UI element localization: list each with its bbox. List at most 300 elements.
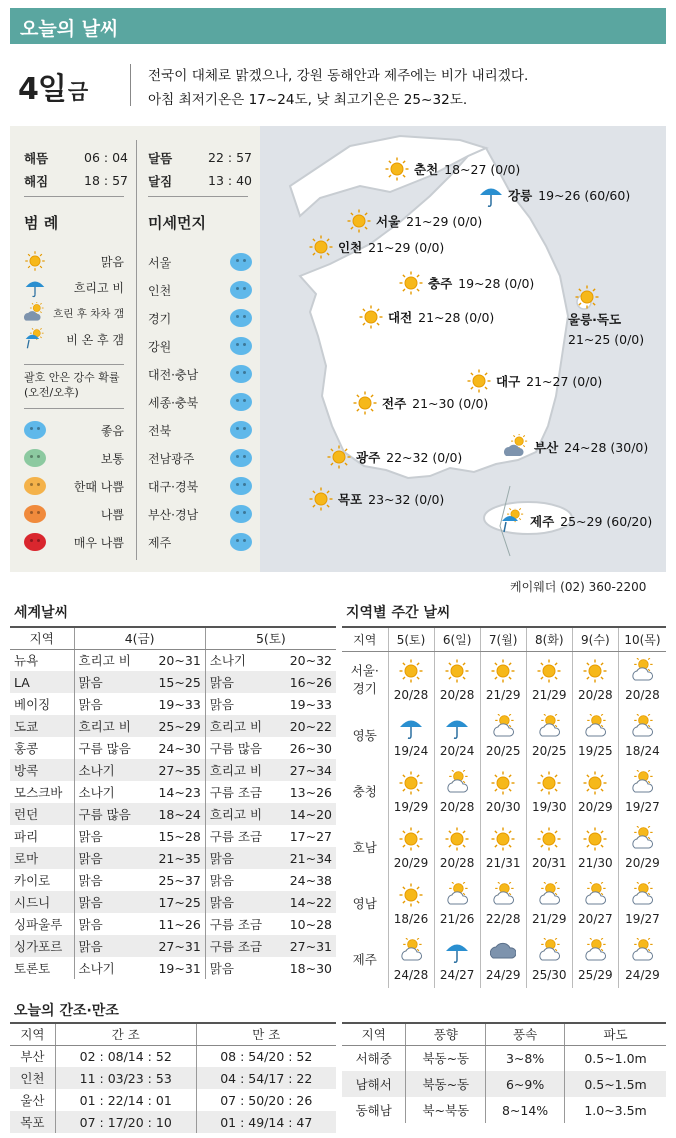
face-icon	[230, 449, 252, 467]
face-icon	[230, 533, 252, 551]
table-row	[10, 1111, 336, 1133]
forecast-cell	[480, 820, 526, 876]
face-icon	[230, 393, 252, 411]
table-cell: 21~35	[146, 847, 206, 869]
legend-item	[24, 248, 124, 274]
table-cell: 14~20	[277, 803, 336, 825]
city-value: 21~30 (0/0)	[412, 395, 489, 411]
map-city	[346, 208, 482, 234]
table-cell: 구름 많음	[74, 803, 146, 825]
region-label: 제주	[352, 951, 377, 967]
table-cell: 0.5~1.5m	[565, 1071, 666, 1097]
table-row	[10, 935, 336, 957]
sunset-time: 18 : 57	[84, 173, 128, 188]
sun-icon	[527, 658, 572, 684]
table-row	[10, 671, 336, 693]
table-cell: 27~34	[277, 759, 336, 781]
dust-row	[148, 444, 252, 472]
table-cell: 맑음	[205, 847, 277, 869]
grade-item	[24, 416, 124, 444]
temp-range: 20/28	[625, 687, 660, 702]
world-table	[10, 626, 336, 979]
forecast-cell	[572, 820, 618, 876]
table-cell: 17~25	[146, 891, 206, 913]
cloudsun-icon	[435, 770, 480, 796]
table-cell: 02 : 08/14 : 52	[55, 1045, 196, 1067]
sun-icon	[352, 390, 378, 416]
cloudsun-icon	[619, 938, 666, 964]
table-cell: 25~37	[158, 872, 201, 888]
umbrella-icon	[24, 276, 46, 298]
sun-icon	[481, 826, 526, 852]
dust-row	[148, 304, 252, 332]
table-cell: 맑음	[74, 935, 146, 957]
table-cell: 남해서	[342, 1071, 406, 1097]
city-value: 22~32 (0/0)	[386, 449, 463, 465]
forecast-cell	[572, 764, 618, 820]
table-row	[10, 803, 336, 825]
temp-range: 21/31	[485, 855, 521, 870]
legend-label: 흐리고 비	[73, 280, 124, 295]
map-city	[384, 156, 520, 182]
dust-region: 서울	[148, 255, 172, 270]
table-header	[10, 1023, 336, 1045]
temp-range: 20/24	[439, 743, 475, 758]
dust-region: 부산·경남	[148, 507, 199, 522]
table-cell: 18~30	[289, 960, 332, 976]
city-value: 21~27 (0/0)	[526, 373, 603, 389]
sun-icon	[308, 234, 334, 260]
table-cell: 로마	[10, 847, 74, 869]
table-cell: 인천	[10, 1067, 55, 1089]
table-row	[10, 649, 336, 671]
temp-range: 20/27	[578, 911, 613, 926]
city-value: 21~29 (0/0)	[368, 239, 445, 255]
table-cell: 14~22	[277, 891, 336, 913]
city-name: 전주	[382, 396, 407, 411]
cloudsun-icon	[527, 938, 572, 964]
legend-label: 흐린 후 차차 갬	[53, 307, 124, 320]
grade-label: 한때 나쁨	[73, 479, 124, 494]
dust-row	[148, 360, 252, 388]
cloud-icon	[504, 434, 530, 460]
forecast-cell	[480, 764, 526, 820]
temp-range: 20/29	[578, 799, 613, 814]
source: 케이웨더 (02) 360-2200	[510, 580, 647, 594]
forecast-cell	[388, 820, 434, 876]
table-cell: 흐리고 비	[205, 803, 277, 825]
legend-item	[24, 326, 124, 352]
forecast-cell	[618, 876, 666, 932]
city-value: 23~32 (0/0)	[368, 491, 445, 507]
moon-times	[148, 146, 252, 192]
table-cell: 흐리고 비	[74, 715, 146, 737]
cloudsun-icon	[389, 938, 434, 964]
sun-icon	[573, 658, 618, 684]
table-cell: 16~26	[277, 671, 336, 693]
table-row	[10, 693, 336, 715]
face-icon	[230, 337, 252, 355]
table-row	[10, 737, 336, 759]
sun-icon	[326, 444, 352, 470]
city-name: 울릉·독도	[568, 312, 622, 327]
forecast-cell	[388, 708, 434, 764]
map-city	[308, 234, 444, 260]
sun-icon	[435, 826, 480, 852]
temp-range: 21/29	[485, 687, 521, 702]
table-cell: 구름 조금	[205, 825, 277, 847]
sunrise-time: 06 : 04	[84, 150, 128, 165]
divider	[148, 196, 248, 197]
sun-icon	[481, 658, 526, 684]
city-value: 21~25 (0/0)	[568, 332, 645, 347]
table-row	[10, 847, 336, 869]
region-label: 서울· 경기	[350, 662, 379, 696]
table-row	[10, 1067, 336, 1089]
moonrise-time: 22 : 57	[208, 150, 252, 165]
temp-range: 19/30	[531, 799, 567, 814]
table-cell: LA	[10, 671, 74, 693]
grade-label: 나쁨	[100, 507, 124, 522]
table-cell: 구름 조금	[205, 781, 277, 803]
table-cell: 24~30	[158, 740, 201, 756]
table-row	[342, 651, 666, 708]
col-header: 9(수)	[572, 627, 618, 651]
forecast-cell	[526, 932, 572, 988]
table-cell: 10~28	[289, 916, 332, 932]
face-icon	[24, 449, 46, 467]
summary-line: 아침 최저기온은 17~24도, 낮 최고기온은 25~32도.	[148, 92, 468, 108]
sun-icon	[527, 770, 572, 796]
face-icon	[230, 281, 252, 299]
map-city	[398, 270, 534, 296]
sun-icon	[24, 250, 46, 272]
legend-title: 범 례	[24, 214, 59, 232]
temp-range: 21/29	[531, 687, 567, 702]
table-cell: 20~22	[277, 715, 336, 737]
table-cell: 맑음	[74, 913, 146, 935]
table-cell: 소나기	[74, 957, 146, 979]
sun-icon	[574, 284, 644, 310]
weekly-table	[342, 626, 666, 988]
map-city	[478, 182, 630, 208]
table-cell: 부산	[20, 1049, 45, 1065]
temp-range: 21/26	[439, 911, 475, 926]
table-row	[10, 715, 336, 737]
forecast-cell	[618, 932, 666, 988]
table-cell: 방콕	[10, 759, 74, 781]
date-dow: 금	[67, 80, 88, 104]
table-row	[10, 869, 336, 891]
table-cell: 08 : 54/20 : 52	[196, 1045, 336, 1067]
temp-range: 20/28	[578, 687, 613, 702]
cloud-icon	[481, 938, 526, 964]
date	[18, 64, 87, 108]
grade-list	[24, 416, 124, 556]
world-title: 세계날씨	[14, 605, 69, 621]
col-header: 4(금)	[74, 627, 205, 649]
divider	[24, 196, 124, 197]
forecast-cell	[480, 876, 526, 932]
map-city	[358, 304, 494, 330]
face-icon	[230, 365, 252, 383]
forecast-cell	[618, 820, 666, 876]
table-cell: 20~31	[158, 652, 201, 668]
legend-label: 비 온 후 갬	[66, 332, 124, 347]
forecast-cell	[526, 764, 572, 820]
dust-row	[148, 248, 252, 276]
col-header: 파도	[565, 1023, 666, 1045]
forecast-cell	[434, 764, 480, 820]
temp-range: 20/30	[485, 799, 521, 814]
table-header	[342, 1023, 666, 1045]
forecast-cell	[388, 764, 434, 820]
legend-item	[24, 300, 124, 326]
forecast-cell	[526, 651, 572, 708]
legend-label: 맑음	[100, 254, 124, 269]
col-header: 5(토)	[388, 627, 434, 651]
cloudsun-icon	[619, 826, 666, 852]
sun-icon	[389, 658, 434, 684]
dust-row	[148, 388, 252, 416]
temp-range: 21/30	[578, 855, 613, 870]
city-name: 강릉	[508, 188, 533, 203]
temp-range: 20/28	[439, 855, 475, 870]
table-cell: 07 : 17/20 : 10	[55, 1111, 196, 1133]
col-header: 7(월)	[480, 627, 526, 651]
map-city	[500, 508, 652, 534]
forecast-cell	[618, 708, 666, 764]
temp-range: 20/25	[531, 743, 567, 758]
dust-row	[148, 472, 252, 500]
table-row	[10, 781, 336, 803]
table-cell: 맑음	[74, 671, 146, 693]
city-name: 제주	[530, 514, 555, 529]
cloudsun-icon	[573, 938, 618, 964]
sun-icon	[346, 208, 372, 234]
table-cell: 맑음	[205, 891, 277, 913]
dust-region: 대구·경북	[148, 479, 199, 494]
city-value: 19~28 (0/0)	[458, 275, 535, 291]
table-cell: 카이로	[14, 873, 51, 888]
moonset-label: 달짐	[148, 173, 173, 189]
moonset-time: 13 : 40	[208, 173, 252, 188]
forecast-cell	[618, 764, 666, 820]
table-cell: 3~8%	[486, 1045, 565, 1071]
forecast-cell	[526, 820, 572, 876]
forecast-cell	[480, 651, 526, 708]
temp-range: 20/28	[439, 799, 475, 814]
region-label: 충청	[352, 783, 377, 799]
temp-range: 25/29	[578, 967, 613, 982]
map-city	[568, 284, 644, 347]
forecast-cell	[572, 932, 618, 988]
temp-range: 20/25	[485, 743, 521, 758]
table-row	[342, 932, 666, 988]
dust-row	[148, 332, 252, 360]
table-row	[10, 759, 336, 781]
umbrella-icon	[389, 714, 434, 740]
col-header: 5(토)	[205, 627, 336, 649]
sun-icon	[398, 270, 424, 296]
forecast-cell	[572, 708, 618, 764]
table-cell: 25~29	[146, 715, 206, 737]
table-cell: 소나기	[74, 781, 146, 803]
umbrella-icon	[478, 182, 504, 208]
table-cell: 15~25	[146, 671, 206, 693]
temp-range: 24/27	[439, 967, 475, 982]
face-icon	[24, 533, 46, 551]
temp-range: 20/29	[625, 855, 660, 870]
temp-range: 24/28	[393, 967, 429, 982]
table-cell: 목포	[10, 1111, 55, 1133]
legend-list	[24, 248, 124, 352]
map-city	[308, 486, 444, 512]
sun-icon	[573, 770, 618, 796]
forecast-cell	[434, 651, 480, 708]
table-cell: 20~32	[289, 652, 332, 668]
table-row	[10, 891, 336, 913]
table-cell: 27~31	[146, 935, 206, 957]
table-row	[10, 825, 336, 847]
date-day: 4일	[18, 72, 66, 107]
dust-region: 전남광주	[148, 451, 195, 466]
divider	[24, 364, 124, 365]
sun-icon	[389, 770, 434, 796]
panel-divider	[136, 140, 137, 560]
table-cell: 1.0~3.5m	[565, 1097, 666, 1123]
table-cell: 01 : 49/14 : 47	[196, 1111, 336, 1133]
tide-title: 오늘의 간조·만조	[14, 1003, 119, 1019]
forecast-cell	[480, 708, 526, 764]
face-icon	[230, 505, 252, 523]
umbrella-icon	[435, 938, 480, 964]
forecast-cell	[388, 876, 434, 932]
table-cell: 소나기	[74, 759, 146, 781]
sun-icon	[358, 304, 384, 330]
table-row	[342, 820, 666, 876]
table-cell: 울산	[20, 1093, 45, 1108]
table-header	[10, 627, 336, 649]
table-cell: 13~26	[289, 784, 332, 800]
grade-label: 보통	[100, 451, 124, 466]
table-cell: 18~24	[146, 803, 206, 825]
face-icon	[230, 309, 252, 327]
forecast-cell	[526, 876, 572, 932]
cloudsun-icon	[619, 658, 666, 684]
col-header: 만 조	[196, 1023, 336, 1045]
cloudsun-icon	[619, 714, 666, 740]
table-header	[342, 627, 666, 651]
table-cell: 맑음	[74, 847, 146, 869]
forecast-cell	[480, 932, 526, 988]
forecast-cell	[572, 876, 618, 932]
city-value: 25~29 (60/20)	[560, 513, 653, 529]
face-icon	[24, 421, 46, 439]
dust-region: 강원	[148, 339, 172, 354]
grade-item	[24, 528, 124, 556]
table-cell: 27~31	[277, 935, 336, 957]
sunrise-label: 해뜸	[24, 150, 49, 166]
grade-label: 매우 나쁨	[73, 535, 124, 550]
table-cell: 베이징	[14, 697, 51, 712]
temp-range: 24/29	[625, 967, 660, 982]
table-row	[342, 876, 666, 932]
city-name: 춘천	[414, 162, 439, 177]
table-cell: 01 : 22/14 : 01	[55, 1089, 196, 1111]
col-header: 8(화)	[526, 627, 572, 651]
table-cell: 26~30	[289, 740, 332, 756]
table-cell: 21~34	[277, 847, 336, 869]
temp-range: 20/28	[439, 687, 475, 702]
dust-row	[148, 528, 252, 556]
city-value: 19~26 (60/60)	[538, 187, 631, 203]
dust-region: 전북	[148, 423, 172, 438]
legend-item	[24, 274, 124, 300]
temp-range: 24/29	[485, 967, 521, 982]
cloudsun-icon	[573, 714, 618, 740]
grade-label: 좋음	[100, 423, 124, 438]
table-cell: 맑음	[205, 869, 277, 891]
dust-row	[148, 416, 252, 444]
table-cell: 구름 조금	[205, 913, 277, 935]
sun-icon	[435, 658, 480, 684]
sun-icon	[573, 826, 618, 852]
table-cell: 맑음	[205, 957, 277, 979]
temp-range: 20/31	[531, 855, 567, 870]
table-cell: 모스크바	[14, 785, 63, 800]
forecast-cell	[434, 932, 480, 988]
table-cell: 04 : 54/17 : 22	[196, 1067, 336, 1089]
table-cell: 15~28	[158, 828, 201, 844]
table-cell: 14~23	[158, 784, 201, 800]
face-icon	[24, 505, 46, 523]
table-cell: 맑음	[74, 693, 146, 715]
table-row	[342, 1097, 666, 1123]
city-name: 대전	[388, 310, 413, 325]
temp-range: 25/30	[531, 967, 567, 982]
table-row	[342, 1045, 666, 1071]
table-cell: 24~38	[289, 872, 332, 888]
temp-range: 19/24	[393, 743, 429, 758]
table-cell: 구름 많음	[74, 737, 146, 759]
dust-title: 미세먼지	[148, 214, 206, 232]
cloudsun-icon	[481, 882, 526, 908]
col-header: 지역	[342, 1023, 406, 1045]
city-name: 광주	[356, 450, 381, 465]
dust-region: 세종·충북	[148, 395, 199, 410]
temp-range: 19/29	[393, 799, 429, 814]
forecast-cell	[572, 651, 618, 708]
tide-table	[10, 1022, 336, 1133]
table-cell: 17~27	[289, 828, 332, 844]
col-header: 6(일)	[434, 627, 480, 651]
rainclear-icon	[500, 508, 526, 534]
table-row	[342, 764, 666, 820]
table-cell: 싱파울루	[14, 917, 63, 932]
cloudsun-icon	[527, 882, 572, 908]
table-cell: 파리	[14, 829, 39, 844]
grade-item	[24, 500, 124, 528]
sun-icon	[527, 826, 572, 852]
map-city	[326, 444, 462, 470]
legend-note: 괄호 안은 강수 확률 (오전/오후)	[24, 371, 120, 399]
sun-icon	[308, 486, 334, 512]
table-cell: 맑음	[205, 671, 277, 693]
region-label: 영동	[352, 727, 377, 743]
dust-list	[148, 248, 252, 556]
sun-icon	[389, 826, 434, 852]
